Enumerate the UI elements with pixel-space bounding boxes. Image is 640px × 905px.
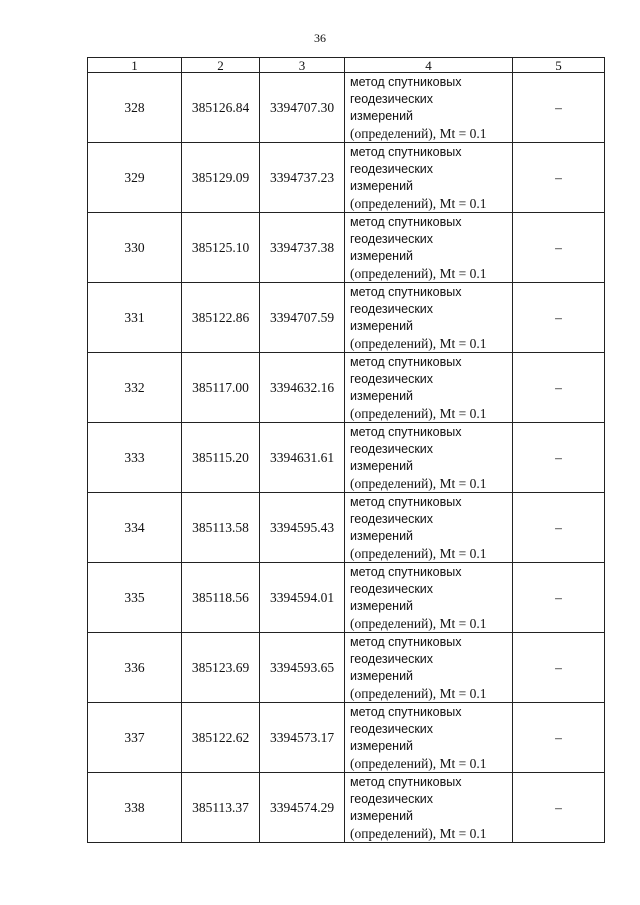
point-number-cell: 328 [88, 73, 182, 143]
note-cell: – [513, 423, 605, 493]
method-line: измерений [350, 458, 414, 473]
note-cell: – [513, 703, 605, 773]
method-line: метод спутниковых [350, 564, 462, 579]
method-line: измерений [350, 598, 414, 613]
table-row [88, 493, 605, 563]
coordinates-table [87, 57, 605, 843]
table-row [88, 563, 605, 633]
note-cell: – [513, 143, 605, 213]
method-line: (определений), Mt = 0.1 [350, 825, 487, 841]
method-line: метод спутниковых [350, 494, 462, 509]
method-line: (определений), Mt = 0.1 [350, 265, 487, 281]
method-line: (определений), Mt = 0.1 [350, 405, 487, 421]
method-line: геодезических [350, 301, 434, 316]
page-number: 36 [314, 31, 326, 45]
table-row [88, 353, 605, 423]
x-coordinate-cell: 385122.62 [182, 703, 260, 773]
method-line: измерений [350, 178, 414, 193]
x-coordinate-cell: 385125.10 [182, 213, 260, 283]
y-coordinate-cell: 3394595.43 [260, 493, 345, 563]
method-line: (определений), Mt = 0.1 [350, 755, 487, 771]
method-line: (определений), Mt = 0.1 [350, 475, 487, 491]
method-line: измерений [350, 388, 414, 403]
method-line: геодезических [350, 441, 434, 456]
y-coordinate-cell: 3394594.01 [260, 563, 345, 633]
method-line: метод спутниковых [350, 424, 462, 439]
x-coordinate-cell: 385113.58 [182, 493, 260, 563]
method-line: геодезических [350, 651, 434, 666]
header-col-3: 3 [260, 58, 345, 73]
x-coordinate-cell: 385129.09 [182, 143, 260, 213]
y-coordinate-cell: 3394737.23 [260, 143, 345, 213]
table-row [88, 773, 605, 843]
note-cell: – [513, 353, 605, 423]
point-number-cell: 333 [88, 423, 182, 493]
method-line: измерений [350, 108, 414, 123]
note-cell: – [513, 213, 605, 283]
point-number-cell: 336 [88, 633, 182, 703]
method-cell [345, 493, 513, 563]
point-number-cell: 332 [88, 353, 182, 423]
method-line: геодезических [350, 231, 434, 246]
table-body [88, 73, 605, 843]
method-line: (определений), Mt = 0.1 [350, 125, 487, 141]
method-line: метод спутниковых [350, 74, 462, 89]
method-line: измерений [350, 738, 414, 753]
method-line: измерений [350, 668, 414, 683]
note-cell: – [513, 73, 605, 143]
method-cell [345, 633, 513, 703]
table-row [88, 633, 605, 703]
method-cell [345, 73, 513, 143]
y-coordinate-cell: 3394737.38 [260, 213, 345, 283]
y-coordinate-cell: 3394573.17 [260, 703, 345, 773]
y-coordinate-cell: 3394574.29 [260, 773, 345, 843]
x-coordinate-cell: 385123.69 [182, 633, 260, 703]
method-line: (определений), Mt = 0.1 [350, 545, 487, 561]
method-line: измерений [350, 528, 414, 543]
method-line: (определений), Mt = 0.1 [350, 335, 487, 351]
note-cell: – [513, 563, 605, 633]
method-line: геодезических [350, 511, 434, 526]
method-line: метод спутниковых [350, 774, 462, 789]
method-cell [345, 563, 513, 633]
note-cell: – [513, 493, 605, 563]
method-line: (определений), Mt = 0.1 [350, 685, 487, 701]
header-col-4: 4 [345, 58, 513, 73]
method-line: геодезических [350, 721, 434, 736]
x-coordinate-cell: 385118.56 [182, 563, 260, 633]
table-row [88, 283, 605, 353]
header-col-1: 1 [88, 58, 182, 73]
point-number-cell: 329 [88, 143, 182, 213]
table-row [88, 73, 605, 143]
header-col-5: 5 [513, 58, 605, 73]
method-cell [345, 703, 513, 773]
y-coordinate-cell: 3394593.65 [260, 633, 345, 703]
point-number-cell: 334 [88, 493, 182, 563]
method-line: метод спутниковых [350, 354, 462, 369]
method-line: метод спутниковых [350, 284, 462, 299]
y-coordinate-cell: 3394632.16 [260, 353, 345, 423]
table-row [88, 213, 605, 283]
x-coordinate-cell: 385122.86 [182, 283, 260, 353]
point-number-cell: 338 [88, 773, 182, 843]
method-cell [345, 143, 513, 213]
method-line: геодезических [350, 791, 434, 806]
method-line: геодезических [350, 371, 434, 386]
method-line: метод спутниковых [350, 214, 462, 229]
point-number-cell: 331 [88, 283, 182, 353]
x-coordinate-cell: 385126.84 [182, 73, 260, 143]
header-row [88, 58, 605, 73]
method-line: метод спутниковых [350, 634, 462, 649]
x-coordinate-cell: 385115.20 [182, 423, 260, 493]
point-number-cell: 335 [88, 563, 182, 633]
method-line: геодезических [350, 161, 434, 176]
y-coordinate-cell: 3394707.30 [260, 73, 345, 143]
method-line: геодезических [350, 91, 434, 106]
table-row [88, 423, 605, 493]
method-cell [345, 773, 513, 843]
note-cell: – [513, 773, 605, 843]
method-line: геодезических [350, 581, 434, 596]
method-cell [345, 353, 513, 423]
point-number-cell: 337 [88, 703, 182, 773]
method-line: (определений), Mt = 0.1 [350, 615, 487, 631]
note-cell: – [513, 283, 605, 353]
method-cell [345, 423, 513, 493]
header-col-2: 2 [182, 58, 260, 73]
method-line: измерений [350, 248, 414, 263]
method-cell [345, 283, 513, 353]
y-coordinate-cell: 3394707.59 [260, 283, 345, 353]
x-coordinate-cell: 385113.37 [182, 773, 260, 843]
method-line: измерений [350, 808, 414, 823]
method-line: измерений [350, 318, 414, 333]
point-number-cell: 330 [88, 213, 182, 283]
method-line: (определений), Mt = 0.1 [350, 195, 487, 211]
x-coordinate-cell: 385117.00 [182, 353, 260, 423]
method-line: метод спутниковых [350, 144, 462, 159]
method-line: метод спутниковых [350, 704, 462, 719]
table-header [88, 58, 605, 73]
note-cell: – [513, 633, 605, 703]
table-row [88, 703, 605, 773]
method-cell [345, 213, 513, 283]
y-coordinate-cell: 3394631.61 [260, 423, 345, 493]
table-row [88, 143, 605, 213]
